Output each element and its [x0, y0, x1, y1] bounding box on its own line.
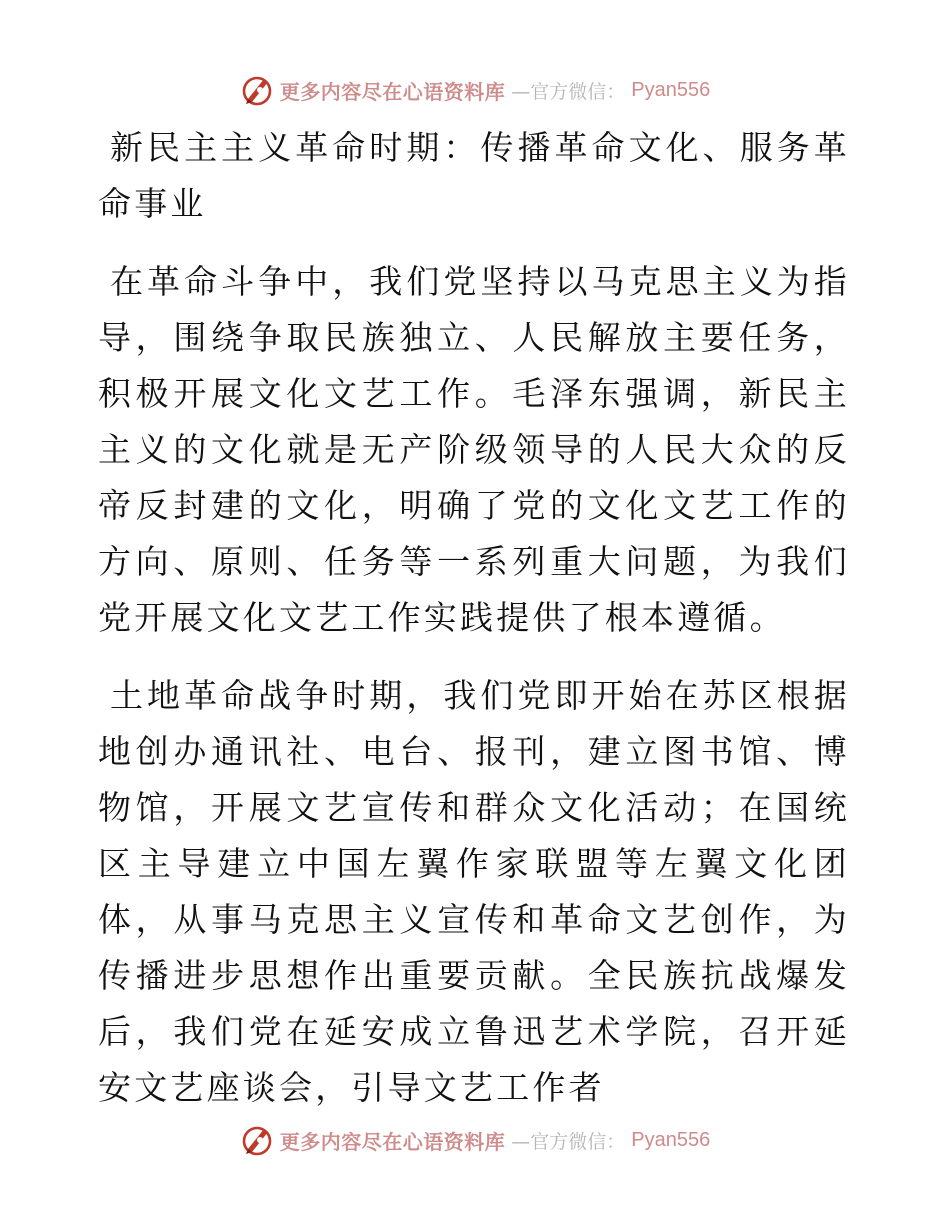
footer-watermark-banner: [0, 1120, 950, 1160]
watermark-official-label: —官方微信：: [511, 1130, 626, 1153]
paragraph-1: 在革命斗争中，我们党坚持以马克思主义为指导，围绕争取民族独立、人民解放主要任务，积极开展文化文艺工作。毛泽东强调，新民主主义的文化就是无产阶级领导的人民大众的反帝反封建的文化，明确了党的文化文艺工作的方向、原则、任务等一系列重大问题，为我们党开展文化文艺工作实践提供了根本遵循。: [98, 262, 850, 637]
watermark-brand-text: 更多内容尽在心语资料库: [279, 79, 506, 104]
watermark-wechat-id: Pyan556: [631, 78, 711, 101]
document-body: [98, 120, 850, 1116]
pen-logo-icon: [240, 73, 274, 107]
watermark-official-label: —官方微信：: [511, 80, 626, 103]
watermark-wechat-id: Pyan556: [631, 1128, 711, 1151]
paragraph-2: 土地革命战争时期，我们党即开始在苏区根据地创办通讯社、电台、报刊，建立图书馆、博物馆，开展文艺宣传和群众文化活动；在国统区主导建立中国左翼作家联盟等左翼文化团体，从事马克思主义宣传和革命文艺创作，为传播进步思想作出重要贡献。全民族抗战爆发后，我们党在延安成立鲁迅艺术学院，召开延安文艺座谈会，引导文艺工作者: [98, 676, 850, 1107]
section-heading: 新民主主义革命时期：传播革命文化、服务革命事业: [98, 128, 850, 223]
header-watermark-banner: [0, 70, 950, 110]
pen-logo-icon: [240, 1123, 274, 1157]
watermark-brand-text: 更多内容尽在心语资料库: [279, 1129, 506, 1154]
